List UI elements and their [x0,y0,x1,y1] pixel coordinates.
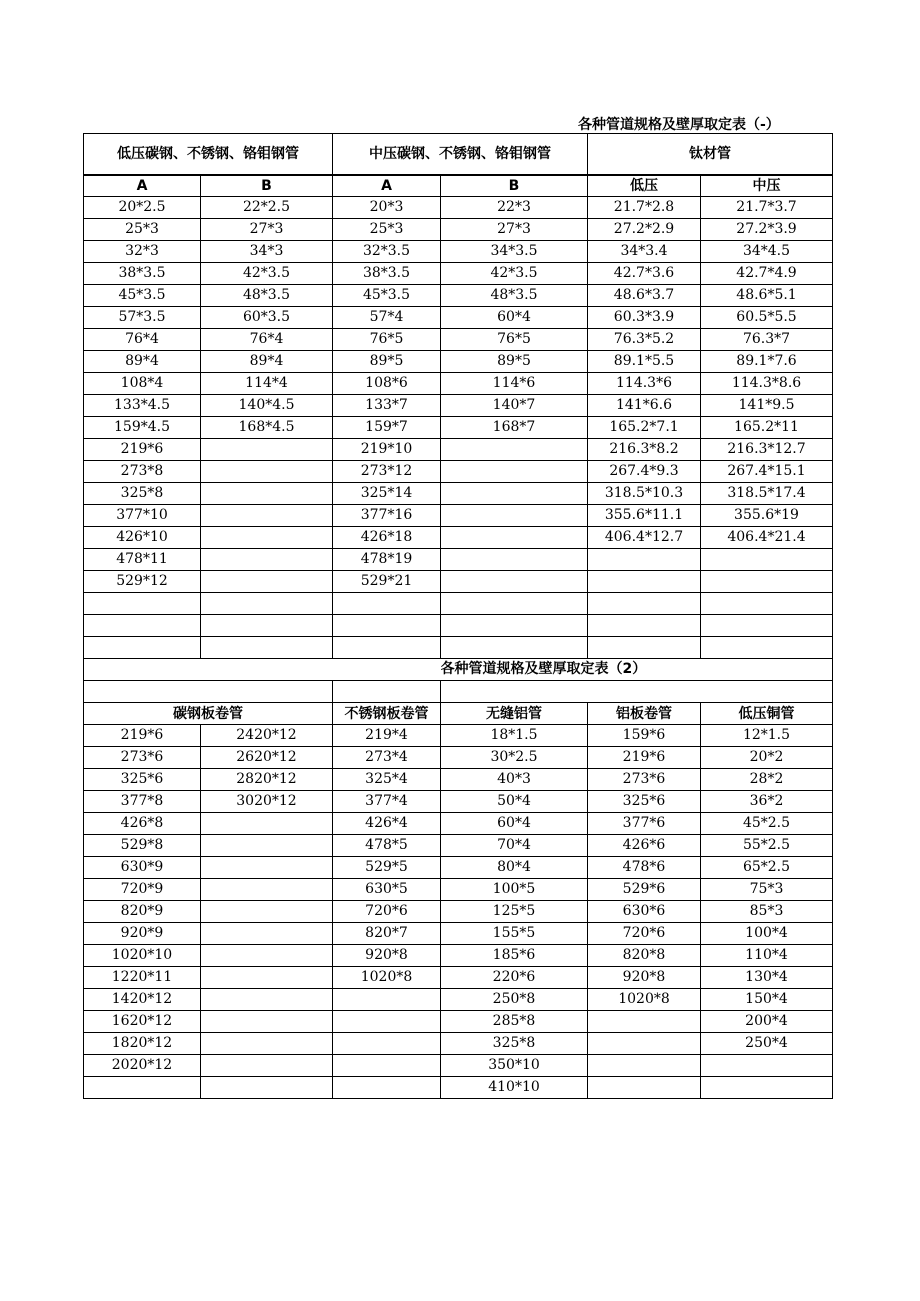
table1-cell: 318.5*10.3 [588,483,701,505]
table2-cell [333,989,441,1011]
table1-cell [588,549,701,571]
table2-cell: 12*1.5 [701,725,833,747]
table1-cell: 27.2*2.9 [588,219,701,241]
table2-cell: 50*4 [441,791,588,813]
table1-cell [588,637,701,659]
table2-cell: 1620*12 [84,1011,201,1033]
table1-subheader: 中压 [701,175,833,197]
table1-cell: 32*3.5 [333,241,441,263]
table2-cell: 85*3 [701,901,833,923]
table1-cell [201,549,333,571]
table2-cell: 219*6 [84,725,201,747]
table1-cell: 355.6*19 [701,505,833,527]
table1-cell: 133*4.5 [84,395,201,417]
table1-cell [84,637,201,659]
table2-row [84,769,833,791]
table2-cell: 920*9 [84,923,201,945]
table2-row [84,747,833,769]
table1-subheader: B [201,175,333,197]
table1-cell: 21.7*3.7 [701,197,833,219]
table2-cell: 285*8 [441,1011,588,1033]
table1-row [84,395,833,417]
table1-cell: 27*3 [201,219,333,241]
table2-cell [588,1055,701,1077]
table1-cell [701,593,833,615]
table1-cell [333,593,441,615]
table2-cell: 325*6 [588,791,701,813]
table2-cell: 70*4 [441,835,588,857]
table2-cell: 820*7 [333,923,441,945]
table1-cell [701,615,833,637]
table2-cell [201,1033,333,1055]
table2-cell [201,923,333,945]
table1-cell: 219*6 [84,439,201,461]
table2-cell: 820*9 [84,901,201,923]
table1-cell [201,505,333,527]
table2-cell [333,1055,441,1077]
table2-cell: 30*2.5 [441,747,588,769]
table1-row [84,549,833,571]
table1-cell: 141*9.5 [701,395,833,417]
table1-row [84,571,833,593]
table1-cell [441,615,588,637]
table2-row [84,879,833,901]
table1-row [84,263,833,285]
table1-cell: 406.4*21.4 [701,527,833,549]
table2-cell [588,1033,701,1055]
table1-cell [588,615,701,637]
table2-cell: 80*4 [441,857,588,879]
table2-cell: 45*2.5 [701,813,833,835]
table2-header-row [84,703,833,725]
table1-cell: 45*3.5 [333,285,441,307]
table1-cell: 377*16 [333,505,441,527]
table1-cell: 42*3.5 [441,263,588,285]
table1-cell: 426*10 [84,527,201,549]
table2-cell [84,1077,201,1099]
table2-cell: 350*10 [441,1055,588,1077]
table2-cell [333,1077,441,1099]
table1-cell: 25*3 [84,219,201,241]
table2-row [84,1011,833,1033]
table2-cell [201,1077,333,1099]
table2-cell [701,1055,833,1077]
table2-cell: 150*4 [701,989,833,1011]
table2-cell: 18*1.5 [441,725,588,747]
table2-cell: 250*4 [701,1033,833,1055]
table2-title-row [84,659,833,681]
table2-cell: 529*6 [588,879,701,901]
table1-cell: 89*5 [441,351,588,373]
table1-cell: 89.1*5.5 [588,351,701,373]
table2-cell: 720*9 [84,879,201,901]
table1-row [84,307,833,329]
table1-cell [588,593,701,615]
table1-cell: 355.6*11.1 [588,505,701,527]
table2-cell [201,813,333,835]
table1-row [84,615,833,637]
table1-cell: 25*3 [333,219,441,241]
table1-cell: 108*6 [333,373,441,395]
table1-group-header: 钛材管 [588,134,833,176]
table1-cell: 108*4 [84,373,201,395]
table1-row [84,285,833,307]
table1-cell: 22*3 [441,197,588,219]
table1-cell: 60*4 [441,307,588,329]
table1-row [84,219,833,241]
table1-cell: 165.2*7.1 [588,417,701,439]
table2-cell: 720*6 [333,901,441,923]
table2-cell: 28*2 [701,769,833,791]
table1-cell: 20*2.5 [84,197,201,219]
table1-group-header-row [84,134,833,176]
table2-cell: 1420*12 [84,989,201,1011]
table1-cell: 89*4 [201,351,333,373]
table1-cell: 406.4*12.7 [588,527,701,549]
table1-cell: 60*3.5 [201,307,333,329]
table1-cell: 114*6 [441,373,588,395]
table1-cell [441,593,588,615]
table1-row [84,197,833,219]
table2-cell: 250*8 [441,989,588,1011]
table1-cell: 34*4.5 [701,241,833,263]
table1-cell: 325*14 [333,483,441,505]
table1-cell: 42.7*4.9 [701,263,833,285]
table2-cell: 200*4 [701,1011,833,1033]
table1-cell [201,571,333,593]
table1-cell: 48.6*5.1 [701,285,833,307]
table1-title: 各种管道规格及壁厚取定表（-） [578,117,780,133]
table1-cell: 165.2*11 [701,417,833,439]
table2-cell: 325*4 [333,769,441,791]
table2-row [84,967,833,989]
table1-row [84,637,833,659]
table1-group-header: 低压碳钢、不锈钢、铬钼钢管 [84,134,333,176]
table2-cell: 100*5 [441,879,588,901]
table2-cell [201,835,333,857]
table1-cell: 133*7 [333,395,441,417]
table1-cell: 60.3*3.9 [588,307,701,329]
table2-row [84,901,833,923]
table1-cell: 42*3.5 [201,263,333,285]
table1-cell: 27*3 [441,219,588,241]
table2-cell: 40*3 [441,769,588,791]
table1-cell [588,571,701,593]
table2-cell: 273*4 [333,747,441,769]
table1-cell [441,549,588,571]
table1-cell: 32*3 [84,241,201,263]
table2-cell: 377*4 [333,791,441,813]
table1-cell: 45*3.5 [84,285,201,307]
table1-cell: 76*5 [441,329,588,351]
table1-row [84,505,833,527]
table2-cell: 273*6 [588,769,701,791]
table1-cell: 318.5*17.4 [701,483,833,505]
table1-cell: 76.3*7 [701,329,833,351]
table2-cell: 720*6 [588,923,701,945]
table1-cell [333,615,441,637]
table1-cell [201,593,333,615]
table1-cell: 76*4 [201,329,333,351]
table1-cell: 426*18 [333,527,441,549]
table2-cell: 219*4 [333,725,441,747]
table2-cell [201,901,333,923]
table1-cell: 377*10 [84,505,201,527]
table2-row [84,945,833,967]
table2-cell: 159*6 [588,725,701,747]
table2-cell: 185*6 [441,945,588,967]
table2-title: 各种管道规格及壁厚取定表（2） [441,659,833,681]
table2-cell [201,857,333,879]
table1-cell [201,483,333,505]
table1-cell [201,439,333,461]
table1-cell: 89.1*7.6 [701,351,833,373]
table2-row [84,725,833,747]
table2-cell: 100*4 [701,923,833,945]
table2-cell [588,1011,701,1033]
table1-cell: 76.3*5.2 [588,329,701,351]
table2-cell: 155*5 [441,923,588,945]
table2-cell [201,1011,333,1033]
table2-cell: 65*2.5 [701,857,833,879]
table2-row [84,835,833,857]
table2-cell [201,989,333,1011]
table2-cell [201,1055,333,1077]
table1-cell [441,505,588,527]
table2-cell: 1020*8 [588,989,701,1011]
table1-cell: 114.3*8.6 [701,373,833,395]
table1-cell: 27.2*3.9 [701,219,833,241]
table1-cell: 34*3.5 [441,241,588,263]
table1-cell: 89*5 [333,351,441,373]
table1-cell: 140*4.5 [201,395,333,417]
table2-cell: 325*8 [441,1033,588,1055]
table1-cell: 34*3 [201,241,333,263]
table2-cell: 630*6 [588,901,701,923]
table2-cell: 426*6 [588,835,701,857]
table1-cell [701,637,833,659]
table2-header: 碳钢板卷管 [84,703,333,725]
table1-cell: 140*7 [441,395,588,417]
table2-cell: 219*6 [588,747,701,769]
table1-cell [201,461,333,483]
table1-subheader: 低压 [588,175,701,197]
table1-cell: 38*3.5 [84,263,201,285]
table2-cell: 820*8 [588,945,701,967]
table1-cell: 141*6.6 [588,395,701,417]
table1-cell [84,593,201,615]
table1-cell: 48*3.5 [201,285,333,307]
table1-cell: 529*12 [84,571,201,593]
table1-cell: 20*3 [333,197,441,219]
table1-cell: 159*7 [333,417,441,439]
table2-blank-row [84,681,833,703]
table1-cell [333,637,441,659]
table2-header: 不锈钢板卷管 [333,703,441,725]
table2-cell: 36*2 [701,791,833,813]
table1-cell: 216.3*12.7 [701,439,833,461]
table2-cell: 478*5 [333,835,441,857]
table1-cell [84,615,201,637]
table2-cell: 630*9 [84,857,201,879]
table2-row [84,1055,833,1077]
table1-subheader-row [84,175,833,197]
table2-cell: 60*4 [441,813,588,835]
table1-row [84,329,833,351]
table2-cell: 2620*12 [201,747,333,769]
table1-cell [441,483,588,505]
table1-cell: 21.7*2.8 [588,197,701,219]
table1-cell: 267.4*15.1 [701,461,833,483]
table1-cell: 273*8 [84,461,201,483]
table1-cell: 478*11 [84,549,201,571]
table1-cell: 22*2.5 [201,197,333,219]
table2-cell: 325*6 [84,769,201,791]
table2-row [84,989,833,1011]
table1-cell [201,527,333,549]
table1-row [84,439,833,461]
table2-cell: 426*4 [333,813,441,835]
table1-cell: 60.5*5.5 [701,307,833,329]
table2-cell: 2020*12 [84,1055,201,1077]
table2-cell: 529*5 [333,857,441,879]
table2-row [84,791,833,813]
table2-cell: 426*8 [84,813,201,835]
table1-cell: 48.6*3.7 [588,285,701,307]
table2-cell: 273*6 [84,747,201,769]
table1-group-header: 中压碳钢、不锈钢、铬钼钢管 [333,134,588,176]
table1-cell: 76*4 [84,329,201,351]
table2-row [84,857,833,879]
table2-row [84,1033,833,1055]
table2-cell: 55*2.5 [701,835,833,857]
table2-cell: 377*6 [588,813,701,835]
table2-cell [201,967,333,989]
table2-cell [588,1077,701,1099]
table1-cell: 34*3.4 [588,241,701,263]
table2-cell: 1220*11 [84,967,201,989]
table1-cell: 57*3.5 [84,307,201,329]
table2-row [84,813,833,835]
table2-cell [201,945,333,967]
table1-row [84,241,833,263]
table2-blank-cell [333,681,441,703]
table1-subheader: A [333,175,441,197]
table1-cell: 57*4 [333,307,441,329]
table1-cell: 168*7 [441,417,588,439]
table1-cell: 273*12 [333,461,441,483]
table2-cell: 920*8 [333,945,441,967]
table1-cell: 38*3.5 [333,263,441,285]
table1-cell: 325*8 [84,483,201,505]
table2-cell: 630*5 [333,879,441,901]
table1-row [84,461,833,483]
table1-row [84,373,833,395]
table1-cell [441,571,588,593]
table2-cell [333,1011,441,1033]
table2-cell: 410*10 [441,1077,588,1099]
table1-cell: 114*4 [201,373,333,395]
table2-cell [701,1077,833,1099]
table1-subheader: A [84,175,201,197]
table2-row [84,923,833,945]
table2-header: 无缝铝管 [441,703,588,725]
table2-cell: 75*3 [701,879,833,901]
table2-cell: 125*5 [441,901,588,923]
table2-cell: 1020*8 [333,967,441,989]
table2-header: 低压铜管 [701,703,833,725]
pipe-spec-sheet [83,133,833,1099]
table1-cell [441,461,588,483]
table2-cell: 2420*12 [201,725,333,747]
table2-title-spacer [84,659,441,681]
table1-subheader: B [441,175,588,197]
table1-cell: 76*5 [333,329,441,351]
table1-cell: 48*3.5 [441,285,588,307]
table2-cell: 478*6 [588,857,701,879]
table2-cell [201,879,333,901]
table2-cell: 920*8 [588,967,701,989]
table1-cell [441,527,588,549]
table1-cell: 216.3*8.2 [588,439,701,461]
table2-cell: 2820*12 [201,769,333,791]
table1-cell [201,637,333,659]
table1-cell: 159*4.5 [84,417,201,439]
table1-cell [701,549,833,571]
table1-row [84,593,833,615]
table2-cell: 130*4 [701,967,833,989]
table2-cell: 20*2 [701,747,833,769]
table1-cell: 168*4.5 [201,417,333,439]
table2-cell: 110*4 [701,945,833,967]
table1-cell: 267.4*9.3 [588,461,701,483]
table1-cell [201,615,333,637]
table1-cell [441,637,588,659]
table1-cell [701,571,833,593]
table2-cell: 1820*12 [84,1033,201,1055]
table2-blank-cell [84,681,333,703]
table1-row [84,527,833,549]
table1-cell [441,439,588,461]
table1-cell: 114.3*6 [588,373,701,395]
table2-cell: 377*8 [84,791,201,813]
table1-row [84,417,833,439]
table2-cell: 3020*12 [201,791,333,813]
table2-cell: 1020*10 [84,945,201,967]
table1-row [84,483,833,505]
table2-cell [333,1033,441,1055]
table2-cell: 220*6 [441,967,588,989]
table2-blank-cell [441,681,833,703]
table2-row [84,1077,833,1099]
table1-cell: 42.7*3.6 [588,263,701,285]
table1-cell: 529*21 [333,571,441,593]
table1-cell: 219*10 [333,439,441,461]
table2-header: 铝板卷管 [588,703,701,725]
table1-row [84,351,833,373]
table2-cell: 529*8 [84,835,201,857]
table1-cell: 89*4 [84,351,201,373]
table1-cell: 478*19 [333,549,441,571]
